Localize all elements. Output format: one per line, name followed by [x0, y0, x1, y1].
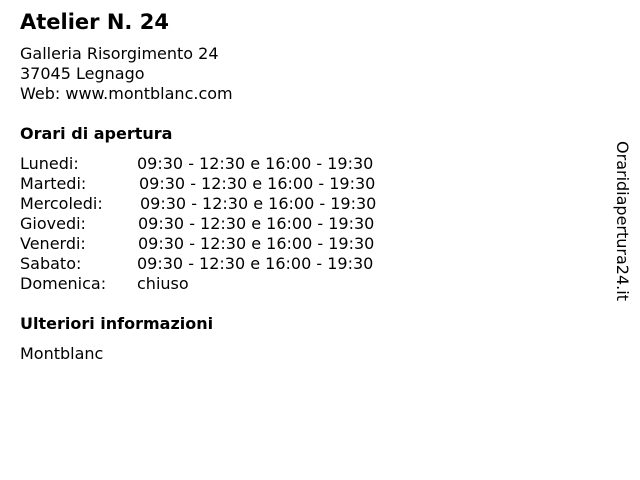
opening-hours-heading: Orari di apertura	[20, 124, 173, 143]
hours-row-friday	[20, 234, 376, 254]
hours-value: 09:30 - 12:30 e 16:00 - 19:30	[139, 174, 376, 193]
store-address	[20, 44, 233, 104]
hours-value: 09:30 - 12:30 e 16:00 - 19:30	[137, 154, 374, 173]
more-info-text: Montblanc	[20, 344, 104, 363]
hours-value: chiuso	[137, 274, 189, 293]
site-watermark: Oraridiapertura24.it	[613, 141, 632, 301]
store-website: Web: www.montblanc.com	[20, 84, 233, 103]
hours-row-thursday	[20, 214, 376, 234]
hours-row-tuesday	[20, 174, 376, 194]
hours-row-wednesday	[20, 194, 376, 214]
hours-row-sunday	[20, 274, 376, 294]
address-city: 37045 Legnago	[20, 64, 145, 83]
day-label: Martedi:	[20, 174, 87, 193]
address-street: Galleria Risorgimento 24	[20, 44, 219, 63]
day-label: Venerdi:	[20, 234, 86, 253]
hours-row-saturday	[20, 254, 376, 274]
opening-hours-table	[20, 154, 376, 294]
hours-value: 09:30 - 12:30 e 16:00 - 19:30	[138, 214, 375, 233]
day-label: Sabato:	[20, 254, 82, 273]
day-label: Mercoledi:	[20, 194, 103, 213]
hours-value: 09:30 - 12:30 e 16:00 - 19:30	[138, 234, 375, 253]
day-label: Giovedi:	[20, 214, 86, 233]
hours-value: 09:30 - 12:30 e 16:00 - 19:30	[140, 194, 377, 213]
hours-value: 09:30 - 12:30 e 16:00 - 19:30	[137, 254, 374, 273]
more-info-heading: Ulteriori informazioni	[20, 314, 214, 333]
hours-row-monday	[20, 154, 376, 174]
day-label: Domenica:	[20, 274, 107, 293]
store-name: Atelier N. 24	[20, 10, 169, 34]
day-label: Lunedi:	[20, 154, 79, 173]
